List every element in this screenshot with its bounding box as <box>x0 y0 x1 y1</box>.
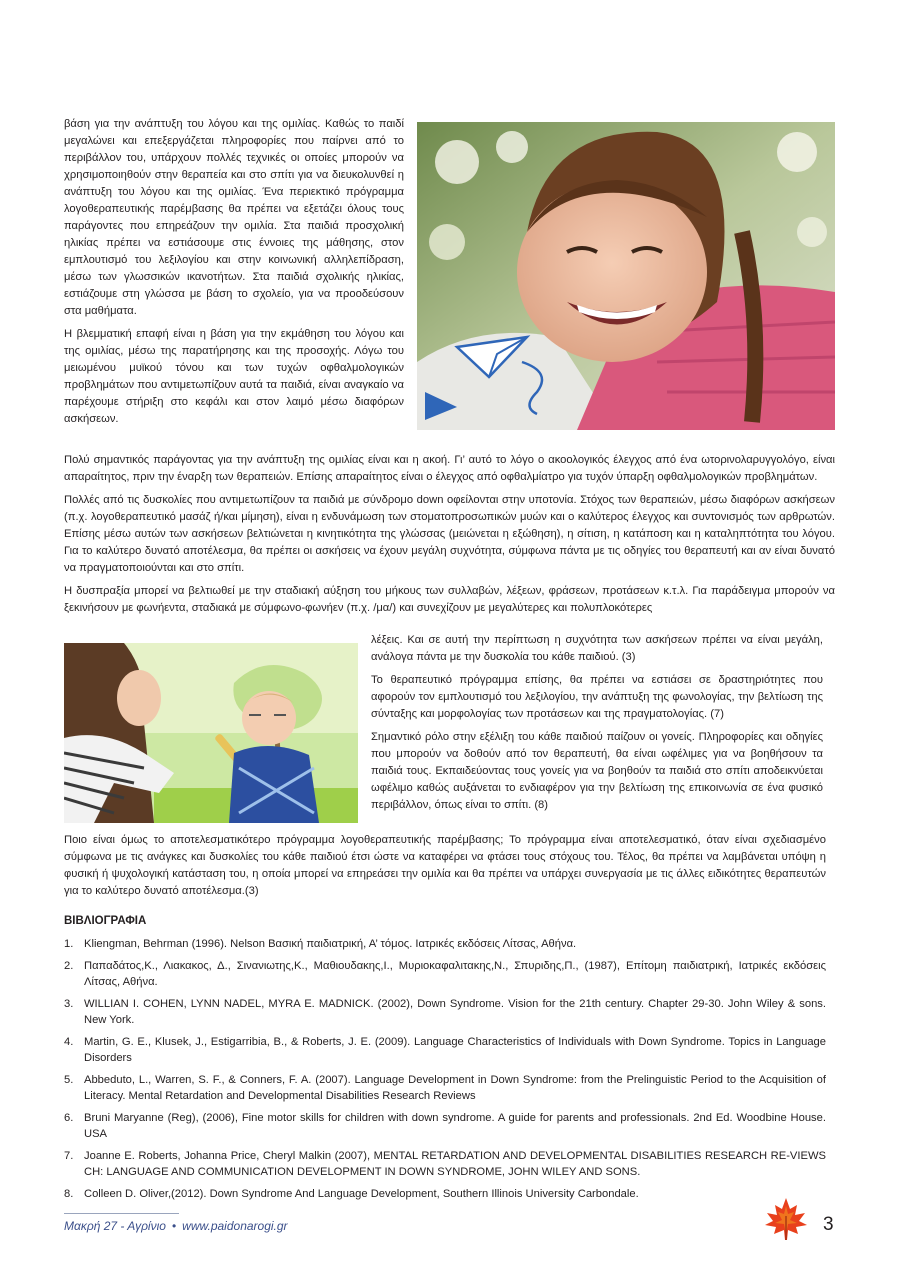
reference-item <box>64 1186 826 1203</box>
reference-text: WILLIAN I. COHEN, LYNN NADEL, MYRA E. MADNICK. (2002), Down Syndrome. Vision for the 21th century. Chapter 29-30. John Wiley & sons. New York. <box>84 997 826 1026</box>
footer-separator: • <box>171 1219 177 1233</box>
paragraph: λέξεις. Και σε αυτή την περίπτωση η συχνότητα των ασκήσεων πρέπει να είναι μεγάλη, ανάλογα πάντα με την δυσκολία του κάθε παιδιού. (3) <box>371 634 823 663</box>
paragraph: βάση για την ανάπτυξη του λόγου και της ομιλίας. Καθώς το παιδί μεγαλώνει και επεξεργάζεται πληροφορίες που παίρνει από το περιβάλλον του, υπάρχουν πολλές τεχνικές οι οποίες μπορούν να χρησιμοποιηθούν στην θεραπεία και στο σπίτι για να διευκολυνθεί η ανάπτυξη του λόγου και της ομιλίας. Ένα περιεκτικό πρόγραμμα λογοθεραπευτικής παρέμβασης θα πρέπει να εξετάζει όλους τους παράγοντες που επηρεάζουν την ομιλία. Στα παιδιά προσχολική ηλικίας πρέπει να εστιάσουμε στις έννοιες της μάθησης, στον εμπλουτισμό του λεξιλογίου και στην κοινωνική αλληλεπίδραση, μέσω των γλωσσικών ικανοτήτων. Στα παιδιά σχολικής ηλικίας, εστιάζουμε στη γλώσσα με βάση το σχολείο, για να προοδεύσουν στα μαθήματα. <box>64 118 404 317</box>
intro-column <box>64 116 404 434</box>
reference-item <box>64 936 826 953</box>
maple-leaf-icon <box>763 1196 809 1242</box>
paragraph: Το θεραπευτικό πρόγραμμα επίσης, θα πρέπει να εστιάσει σε δραστηριότητες που αφορούν τον εμπλουτισμό του λεξιλογίου, την ανάπτυξη της φωνολογίας, την βελτίωση της σύνταξης και μορφολογίας των προτάσεων και της πραγματολογίας. (7) <box>371 674 823 720</box>
reference-number: 2. <box>64 959 74 972</box>
reference-text: Martin, G. E., Klusek, J., Estigarribia, B., & Roberts, J. E. (2009). Language Characteristics of Individuals with Down Syndrome. Topics in Language Disorders <box>84 1035 826 1064</box>
reference-number: 6. <box>64 1111 74 1124</box>
paragraph: Η δυσπραξία μπορεί να βελτιωθεί με την σταδιακή αύξηση του μήκους των συλλαβών, λέξεων, φράσεων, προτάσεων κ.τ.λ. Για παράδειγμα μπορούν να ξεκινήσουν με φωνήεντα, σταδιακά με σύμφωνο-φωνήεν (π.χ. /μα/) και συνεχίζουν με μεγαλύτερες και πολυπλοκότερες <box>64 585 835 614</box>
main-text <box>64 452 835 623</box>
footer-divider <box>64 1213 179 1214</box>
reference-number: 4. <box>64 1035 74 1048</box>
conclusion-text <box>64 832 826 906</box>
reference-item <box>64 1110 826 1143</box>
photo-smiling-girl <box>417 122 835 430</box>
paragraph: Πολύ σημαντικός παράγοντας για την ανάπτυξη της ομιλίας είναι και η ακοή. Γι’ αυτό το λόγο ο ακοολογικός έλεγχος από ένα ωτορινολαρυγγολόγο, είναι απαραίτητος, πριν την έναρξη των θεραπειών. Επίσης απαραίτητος είναι ο έλεγχος από οφθαλμίατρο για τυχόν ύπαρξη οφθαλμολογικών προβλημάτων. <box>64 454 835 483</box>
reference-item <box>64 1034 826 1067</box>
reference-text: Colleen D. Oliver,(2012). Down Syndrome And Language Development, Southern Illinois University Carbondale. <box>84 1187 639 1200</box>
photo-therapist-with-boy <box>64 643 358 823</box>
footer <box>64 1219 288 1233</box>
paragraph: Η βλεμματική επαφή είναι η βάση για την εκμάθηση του λόγου και της ομιλίας, μέσω της παρατήρησης και της προσοχής. Λόγω του μειωμένου μυϊκού τόνου και των τυχών οφθαλμολογικών προβλημάτων που αντιμετωπίζουν αυτά τα παιδιά, είναι αναγκαίο να παρέχουμε στήριξη στο κεφάλι και στον λαιμό μέσω διαφόρων ασκήσεων. <box>64 328 404 425</box>
reference-text: Παπαδάτος,Κ., Λιακακος, Δ., Σινανιωτης,Κ., Μαθιουδακης,Ι., Μυριοκαφαλιτακης,Ν., Σπυριδης,Π., (1987), Επίτομη παιδιατρική, Ιατρικές εκδόσεις Λίτσας, Αθήνα. <box>84 959 826 988</box>
page-number: 3 <box>823 1214 834 1235</box>
reference-text: Bruni Maryanne (Reg), (2006), Fine motor skills for children with down syndrome. A guide for parents and professionals. 2nd Ed. Woodbine House. USA <box>84 1111 826 1140</box>
reference-number: 1. <box>64 938 74 950</box>
reference-item <box>64 996 826 1029</box>
paragraph: Πολλές από τις δυσκολίες που αντιμετωπίζουν τα παιδιά με σύνδρομο down οφείλονται στην υποτονία. Στόχος των θεραπειών, μέσω διαφόρων ασκήσεων (π.χ. λογοθεραπευτικό μασάζ ή/και μίμηση), είναι η ενδυνάμωση των στοματοπροσωπικών μυών και ο καλύτερος έλεγχος και συντονισμός των αρθρωτών. Επίσης μέσω αυτών των ασκήσεων βελτιώνεται η κινητικότητα της γλώσσας (μειώνεται η εξώθηση), η σίτιση, η κατάποση και η καταληπτότητα του λόγου. Για το καλύτερο δυνατό αποτέλεσμα, θα πρέπει οι ασκήσεις να έχουν μεγάλη συχνότητα, σύμφωνα πάντα με τις οδηγίες του θεραπευτή και αν είναι δυνατό να πραγματοποιούνται και στο σπίτι. <box>64 494 835 574</box>
paragraph: Ποιο είναι όμως το αποτελεσματικότερο πρόγραμμα λογοθεραπευτικής παρέμβασης; Το πρόγραμμα είναι αποτελεσματικό, όταν είναι σχεδιασμένο σύμφωνα με τις ανάγκες και δυσκολίες του κάθε παιδιού έτσι ώστε να καταφέρει να φτάσει τους στόχους του. Τέλος, θα πρέπει να λαμβάνεται υπόψη η φυσική ή ψυχολογική κατάσταση του, η οποία μπορεί να επηρεάσει την ομιλία και θα πρέπει να υπάρχει συνεργασία με τις άλλες ειδικότητες θεραπευτών για το καλύτερο δυνατό αποτέλεσμα.(3) <box>64 834 826 897</box>
reference-number: 8. <box>64 1187 74 1200</box>
parents-column <box>371 632 823 820</box>
reference-item <box>64 1148 826 1181</box>
reference-text: Joanne E. Roberts, Johanna Price, Cheryl Malkin (2007), MENTAL RETARDATION AND DEVELOPMENTAL DISABILITIES RESEARCH RE-VIEWS CH: LANGUAGE AND COMMUNICATION DEVELOPMENT IN DOWN SYNDROME, JOHN WILEY AND SONS. <box>84 1149 826 1178</box>
reference-item <box>64 1072 826 1105</box>
bibliography-heading: ΒΙΒΛΙΟΓΡΑΦΙΑ <box>64 915 147 927</box>
bibliography-list <box>64 936 826 1207</box>
reference-text: Kliengman, Behrman (1996). Nelson Βασική παιδιατρική, Α’ τόμος. Ιατρικές εκδόσεις Λίτσας, Αθήνα. <box>84 938 577 950</box>
reference-number: 7. <box>64 1149 74 1162</box>
reference-number: 3. <box>64 997 74 1010</box>
reference-item <box>64 958 826 991</box>
reference-number: 5. <box>64 1073 74 1086</box>
footer-address: Μακρή 27 - Αγρίνιο <box>64 1219 166 1233</box>
reference-text: Abbeduto, L., Warren, S. F., & Conners, F. A. (2007). Language Development in Down Syndrome: from the Prelinguistic Period to the Acquisition of Literacy. Mental Retardation and Developmental Disabilities Research Reviews <box>84 1073 826 1102</box>
footer-website-link[interactable]: www.paidonarogi.gr <box>182 1219 288 1233</box>
paragraph: Σημαντικό ρόλο στην εξέλιξη του κάθε παιδιού παίζουν οι γονείς. Πληροφορίες και οδηγίες που μπορούν να δοθούν από τον θεραπευτή, θα είναι ωφέλιμες για να βοηθήσουν τα παιδιά τους. Εκπαιδεύοντας τους γονείς για να βοηθούν τα παιδιά στο σπίτι αποδεικνύεται ωφέλιμο καθώς αυξάνεται το ενδιαφέρον για την βελτίωση της επικοινωνία σε ένα φυσικό περιβάλλον, όπως είναι το σπίτι. (8) <box>371 731 823 811</box>
